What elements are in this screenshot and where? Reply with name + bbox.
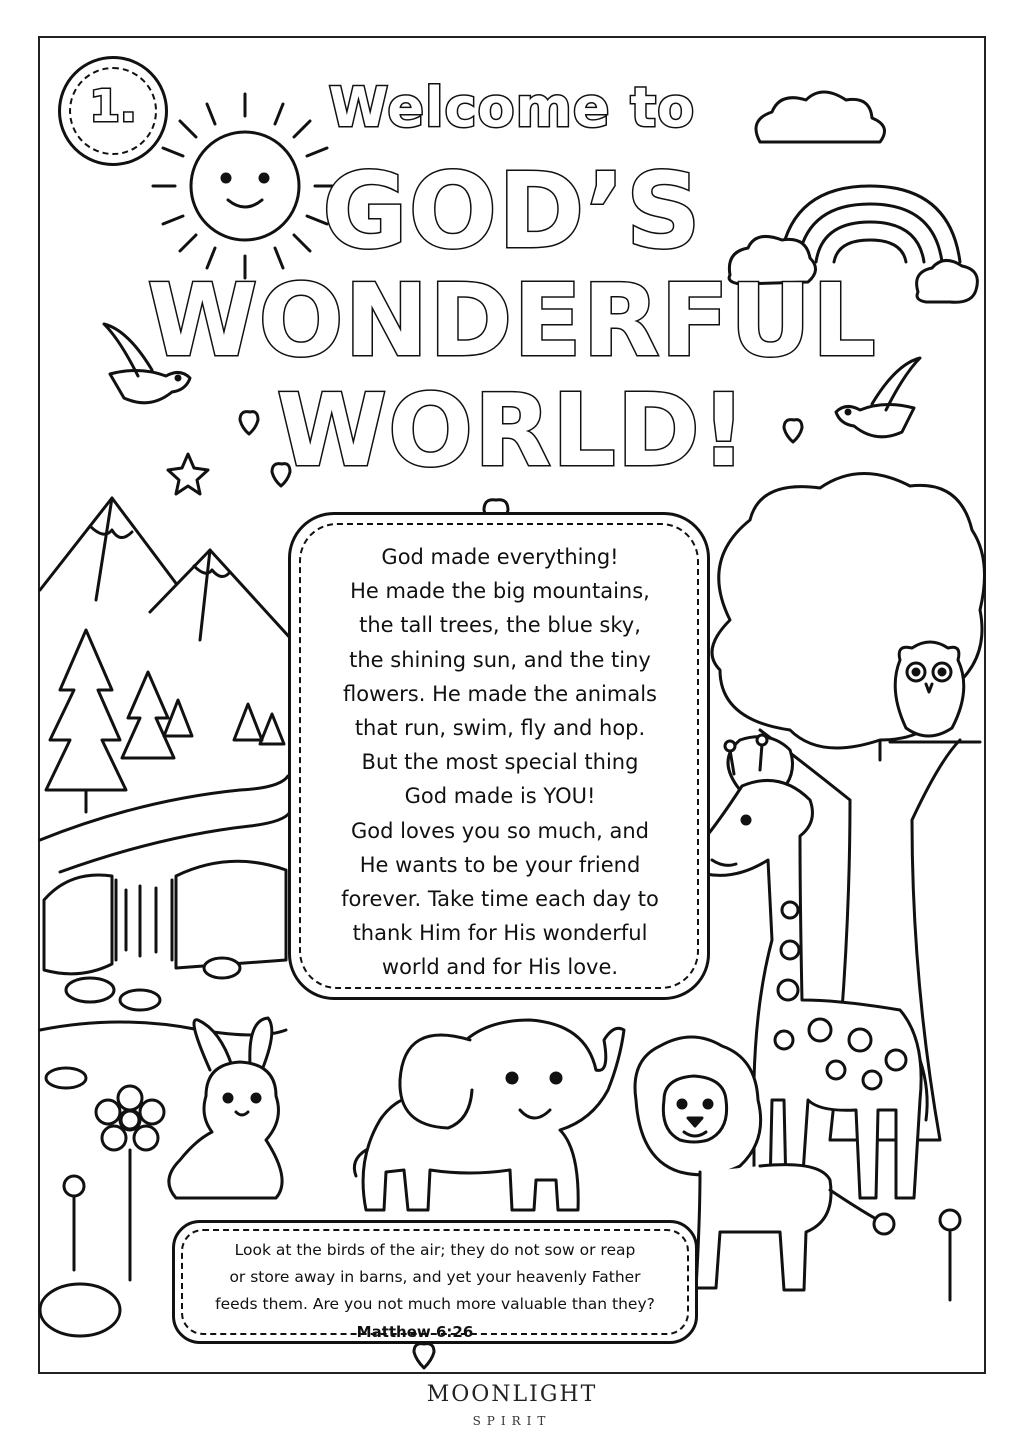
brand-name: MOONLIGHT	[426, 1382, 598, 1407]
story-line: He made the big mountains,	[350, 579, 650, 604]
brand-subtitle: SPIRIT	[472, 1414, 552, 1428]
story-line: thank Him for His wonderful	[352, 921, 648, 946]
title-line-world: WORLD!	[276, 372, 748, 489]
story-line: flowers. He made the animals	[343, 681, 657, 706]
mountain-icon	[40, 498, 292, 640]
story-line: God loves you so much, and	[351, 818, 649, 843]
story-line: that run, swim, fly and hop.	[354, 716, 646, 741]
verse-line: or store away in barns, and yet your heavenly Father	[229, 1268, 641, 1286]
story-line: forever. Take time each day to	[341, 887, 659, 912]
page-number: 1.	[89, 81, 137, 132]
title-line-gods: GOD’S	[322, 150, 702, 272]
title-line-wonderful: WONDERFUL	[147, 262, 877, 379]
verse-line: feeds them. Are you not much more valuable than they?	[215, 1295, 655, 1313]
title-line-welcome: Welcome to	[328, 76, 696, 139]
story-line: the shining sun, and the tiny	[349, 647, 651, 672]
rabbit-icon	[169, 1018, 282, 1198]
story-text	[300, 540, 700, 985]
verse-text	[190, 1237, 680, 1318]
verse-reference: Matthew 6:26	[356, 1323, 474, 1341]
verse-line: Look at the birds of the air; they do not sow or reap	[234, 1241, 636, 1259]
pine-tree-icon	[46, 630, 284, 812]
elephant-icon	[354, 1020, 624, 1210]
story-line: God made everything!	[381, 545, 619, 569]
story-line: world and for His love.	[381, 955, 619, 980]
story-line: the tall trees, the blue sky,	[359, 613, 641, 638]
story-line: He wants to be your friend	[359, 852, 641, 877]
story-line: But the most special thing	[361, 750, 639, 775]
story-line: God made is YOU!	[404, 784, 596, 809]
